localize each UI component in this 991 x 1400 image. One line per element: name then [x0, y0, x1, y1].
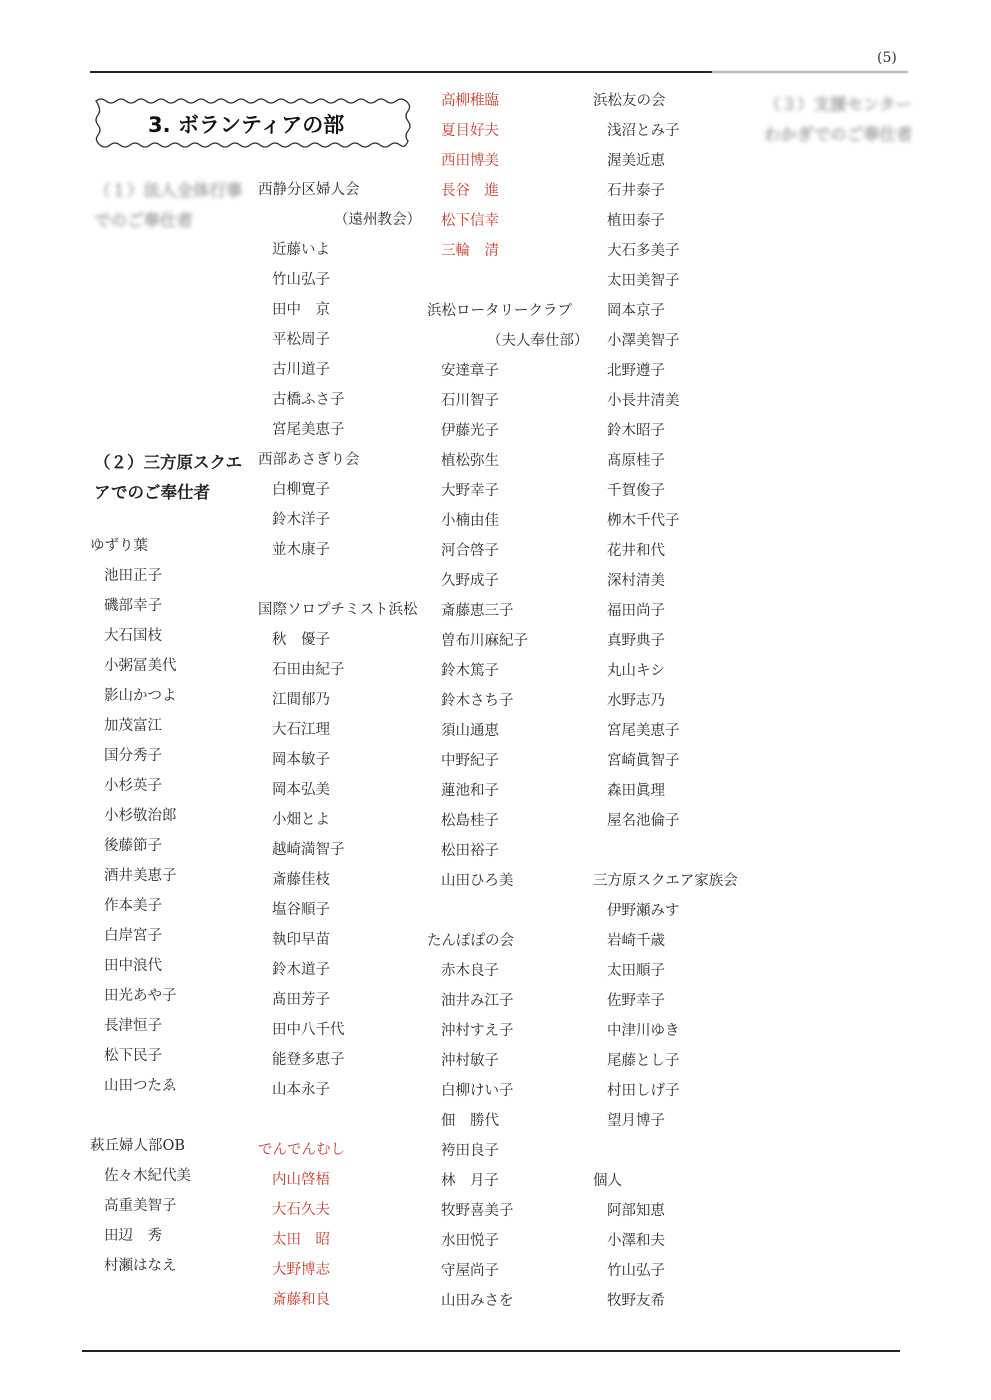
col4-line-31: 中津川ゆき — [607, 1023, 680, 1039]
col4-line-12: 髙原桂子 — [607, 453, 665, 469]
col1-line-20: 萩丘婦人部OB — [90, 1138, 186, 1154]
col2-line-7: 古橋ふさ子 — [272, 392, 345, 408]
col2-line-16: 石田由紀子 — [272, 662, 345, 678]
col4-line-18: 真野典子 — [607, 633, 665, 649]
col1-line-16: 長津恒子 — [104, 1018, 162, 1034]
col4-line-36: 個人 — [593, 1173, 622, 1189]
col1-line-8: 小杉英子 — [104, 778, 162, 794]
col4-line-7: 岡本京子 — [607, 303, 665, 319]
col4-line-1: 浅沼とみ子 — [607, 123, 680, 139]
name-list-col1 — [90, 531, 255, 1291]
name-list-col4 — [593, 86, 758, 1316]
col2-line-37: 斎藤和良 — [272, 1292, 330, 1308]
col1-line-14: 田中浪代 — [104, 958, 162, 974]
col4-line-9: 北野遵子 — [607, 363, 665, 379]
col2-line-27: 髙田芳子 — [272, 992, 330, 1008]
top-rule — [90, 71, 712, 73]
col3-line-2: 西田博美 — [441, 153, 499, 169]
col3-line-31: 沖村すえ子 — [441, 1023, 514, 1039]
col2-line-9: 西部あさぎり会 — [258, 452, 360, 468]
col3-line-11: 伊藤光子 — [441, 423, 499, 439]
col2-line-30: 山本永子 — [272, 1082, 330, 1098]
col1-line-18: 山田つたゑ — [104, 1078, 177, 1094]
col4-line-38: 小澤和夫 — [607, 1233, 665, 1249]
col4-line-33: 村田しげ子 — [607, 1083, 680, 1099]
col2-line-18: 大石江理 — [272, 722, 330, 738]
col3-line-29: 赤木良子 — [441, 963, 499, 979]
col2-line-21: 小畑とよ — [272, 812, 330, 828]
col4-line-10: 小長井清美 — [607, 393, 680, 409]
col2-line-19: 岡本敏子 — [272, 752, 330, 768]
col1-line-0: ゆずり葉 — [90, 538, 148, 554]
col4-line-6: 太田美智子 — [607, 273, 680, 289]
col4-line-27: 伊野瀬みす — [607, 903, 680, 919]
col4-line-0: 浜松友の会 — [593, 93, 666, 109]
col3-line-17: 斎藤恵三子 — [441, 603, 514, 619]
col2-line-15: 秋 優子 — [272, 632, 330, 648]
col1-line-6: 加茂富江 — [104, 718, 162, 734]
col3-line-5: 三輪 清 — [441, 243, 499, 259]
col4-line-39: 竹山弘子 — [607, 1263, 665, 1279]
col2-line-26: 鈴木道子 — [272, 962, 330, 978]
col2-line-14: 国際ソロプチミスト浜松 — [258, 602, 418, 618]
col4-line-11: 鈴木昭子 — [607, 423, 665, 439]
col2-line-6: 古川道子 — [272, 362, 330, 378]
col2-line-28: 田中八千代 — [272, 1022, 345, 1038]
col4-line-4: 植田泰子 — [607, 213, 665, 229]
col3-line-33: 白柳けい子 — [441, 1083, 514, 1099]
col4-line-37: 阿部知恵 — [607, 1203, 665, 1219]
col4-line-16: 深村清美 — [607, 573, 665, 589]
col2-line-35: 太田 昭 — [272, 1232, 330, 1248]
col4-line-14: 栁木千代子 — [607, 513, 680, 529]
col3-line-1: 夏目好夫 — [441, 123, 499, 139]
col4-line-2: 渥美近恵 — [607, 153, 665, 169]
col3-line-9: 安達章子 — [441, 363, 499, 379]
heading-mikatahara-square: （２）三方原スクエアでのご奉仕者 — [94, 453, 243, 502]
col4-line-3: 石井泰子 — [607, 183, 665, 199]
col4-line-28: 岩崎千歳 — [607, 933, 665, 949]
col2-line-34: 大石久夫 — [272, 1202, 330, 1218]
section-title: 3. ボランティアの部 — [148, 113, 345, 137]
col2-line-2: 近藤いよ — [272, 242, 330, 258]
col4-line-13: 千賀俊子 — [607, 483, 665, 499]
col3-line-16: 久野成子 — [441, 573, 499, 589]
col4-line-34: 望月博子 — [607, 1113, 665, 1129]
col3-line-18: 曽布川麻紀子 — [441, 633, 528, 649]
col3-line-34: 佃 勝代 — [441, 1113, 499, 1129]
col1-line-3: 大石国枝 — [104, 628, 162, 644]
col1-line-13: 白岸宮子 — [104, 928, 162, 944]
col4-line-22: 宮崎眞智子 — [607, 753, 680, 769]
col3-line-10: 石川智子 — [441, 393, 499, 409]
col4-line-32: 尾藤とし子 — [607, 1053, 680, 1069]
col4-line-29: 太田順子 — [607, 963, 665, 979]
col1-line-22: 高重美智子 — [104, 1198, 177, 1214]
col3-line-36: 林 月子 — [441, 1173, 499, 1189]
col3-line-26: 山田ひろ美 — [441, 873, 514, 889]
col4-line-5: 大石多美子 — [607, 243, 680, 259]
col1-line-17: 松下民子 — [104, 1048, 162, 1064]
col2-line-8: 宮尾美恵子 — [272, 422, 345, 438]
col3-line-28: たんぽぽの会 — [427, 933, 514, 949]
col2-line-3: 竹山弘子 — [272, 272, 330, 288]
col2-line-23: 斎藤佳枝 — [272, 872, 330, 888]
col2-line-5: 平松周子 — [272, 332, 330, 348]
col1-line-21: 佐々木紀代美 — [104, 1168, 191, 1184]
col4-line-19: 丸山キシ — [607, 663, 665, 679]
col2-line-17: 江間郁乃 — [272, 692, 330, 708]
col1-line-23: 田辺 秀 — [104, 1228, 162, 1244]
col1-line-1: 池田正子 — [104, 568, 162, 584]
name-list-col2 — [258, 175, 423, 1315]
col2-line-36: 大野博志 — [272, 1262, 330, 1278]
col3-line-39: 守屋尚子 — [441, 1263, 499, 1279]
col3-line-38: 水田悦子 — [441, 1233, 499, 1249]
col1-line-4: 小粥冨美代 — [104, 658, 177, 674]
col4-line-17: 福田尚子 — [607, 603, 665, 619]
col3-line-23: 蓮池和子 — [441, 783, 499, 799]
col3-line-8: （夫人奉仕部） — [487, 333, 589, 349]
col4-line-24: 屋名池倫子 — [607, 813, 680, 829]
col2-line-29: 能登多恵子 — [272, 1052, 345, 1068]
col1-line-7: 国分秀子 — [104, 748, 162, 764]
top-rule-faint — [712, 71, 908, 73]
section-title-box — [94, 97, 412, 149]
col2-line-20: 岡本弘美 — [272, 782, 330, 798]
col2-line-33: 内山啓梧 — [272, 1172, 330, 1188]
col3-line-40: 山田みさを — [441, 1293, 514, 1309]
col3-line-7: 浜松ロータリークラブ — [427, 303, 572, 319]
col1-line-9: 小杉敬治郎 — [104, 808, 177, 824]
col3-line-37: 牧野喜美子 — [441, 1203, 514, 1219]
col1-line-15: 田光あや子 — [104, 988, 177, 1004]
col3-line-4: 松下信幸 — [441, 213, 499, 229]
col2-line-0: 西静分区婦人会 — [258, 182, 360, 198]
col3-line-22: 中野紀子 — [441, 753, 499, 769]
col1-line-10: 後藤節子 — [104, 838, 162, 854]
col2-line-24: 塩谷順子 — [272, 902, 330, 918]
col2-line-1: （遠州教会） — [334, 212, 421, 228]
col1-line-12: 作本美子 — [104, 898, 162, 914]
heading-wakagi-center: （３）支援センターわかぎでのご奉仕者 — [764, 95, 913, 144]
page-number: (5) — [877, 50, 897, 66]
col3-line-19: 鈴木篤子 — [441, 663, 499, 679]
col1-line-5: 影山かつよ — [104, 688, 177, 704]
col4-line-26: 三方原スクエア家族会 — [593, 873, 738, 889]
col4-line-40: 牧野友希 — [607, 1293, 665, 1309]
col3-line-21: 須山通恵 — [441, 723, 499, 739]
col2-line-11: 鈴木洋子 — [272, 512, 330, 528]
col3-line-14: 小楠由佳 — [441, 513, 499, 529]
col4-line-30: 佐野幸子 — [607, 993, 665, 1009]
col3-line-12: 植松弥生 — [441, 453, 499, 469]
name-list-col3 — [427, 86, 592, 1316]
col3-line-13: 大野幸子 — [441, 483, 499, 499]
col3-line-24: 松島桂子 — [441, 813, 499, 829]
heading-corporate-events: （１）法人全体行事でのご奉仕者 — [94, 181, 243, 230]
col1-line-24: 村瀬はなえ — [104, 1258, 177, 1274]
col4-line-23: 森田眞理 — [607, 783, 665, 799]
col3-line-0: 高柳稚臨 — [441, 93, 499, 109]
col3-line-30: 油井み江子 — [441, 993, 514, 1009]
name-list-col5-blurred — [762, 204, 912, 1324]
col1-line-11: 酒井美恵子 — [104, 868, 177, 884]
col2-line-32: でんでんむし — [258, 1142, 345, 1158]
col4-line-15: 花井和代 — [607, 543, 665, 559]
col1-line-2: 磯部幸子 — [104, 598, 162, 614]
col3-line-3: 長谷 進 — [441, 183, 499, 199]
col4-line-21: 宮尾美恵子 — [607, 723, 680, 739]
col2-line-25: 執印早苗 — [272, 932, 330, 948]
col2-line-12: 並木康子 — [272, 542, 330, 558]
col3-line-15: 河合啓子 — [441, 543, 499, 559]
col3-line-32: 沖村敏子 — [441, 1053, 499, 1069]
col2-line-10: 白柳寛子 — [272, 482, 330, 498]
col3-line-25: 松田裕子 — [441, 843, 499, 859]
bottom-rule — [82, 1350, 900, 1352]
col3-line-35: 袴田良子 — [441, 1143, 499, 1159]
col3-line-20: 鈴木さち子 — [441, 693, 514, 709]
col2-line-22: 越崎満智子 — [272, 842, 345, 858]
col4-line-8: 小澤美智子 — [607, 333, 680, 349]
col2-line-4: 田中 京 — [272, 302, 330, 318]
col4-line-20: 水野志乃 — [607, 693, 665, 709]
